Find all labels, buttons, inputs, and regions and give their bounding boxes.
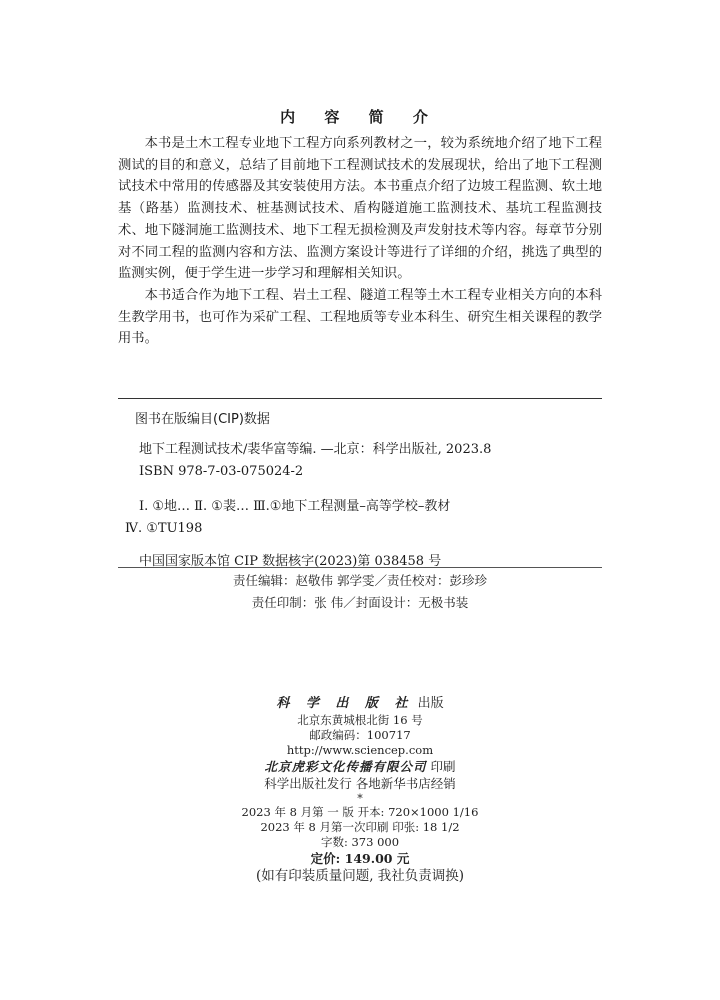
cip-bottom-rule bbox=[118, 567, 602, 568]
publisher-name-suffix: 出版 bbox=[417, 696, 444, 711]
printer-suffix: 印刷 bbox=[430, 759, 456, 774]
publisher-name: 科 学 出 版 社 bbox=[276, 696, 414, 711]
edition-line: 2023 年 8 月第 一 版 开本: 720×1000 1/16 bbox=[241, 805, 479, 819]
printing-line: 2023 年 8 月第一次印刷 印张: 18 1/2 bbox=[260, 820, 460, 834]
publisher-name-line bbox=[0, 694, 720, 713]
editorial-credits bbox=[0, 570, 720, 614]
publisher-postcode: 邮政编码：100717 bbox=[309, 728, 411, 742]
section-title: 内 容 简 介 bbox=[280, 108, 440, 126]
cip-isbn: ISBN 978-7-03-075024-2 bbox=[139, 464, 304, 479]
price: 定价: 149.00 元 bbox=[310, 851, 410, 866]
cip-data-block bbox=[125, 408, 591, 571]
publisher-colophon bbox=[0, 694, 720, 886]
cip-heading: 图书在版编目(CIP)数据 bbox=[135, 412, 270, 427]
printer-name: 北京虎彩文化传播有限公司 bbox=[264, 759, 427, 774]
cip-classification-line-2: Ⅳ. ①TU198 bbox=[125, 521, 203, 536]
summary-paragraph-1: 本书是土木工程专业地下工程方向系列教材之一，较为系统地介绍了地下工程测试的目的和意义，总结了目前地下工程测试技术的发展现状，给出了地下工程测试技术中常用的传感器及其安装使用方法。本书重点介绍了边坡工程监测、软土地基（路基）监测技术、桩基测试技术、盾构隧道施工监测技术、基坑工程监测技术、地下隧洞施工监测技术、地下工程无损检测及声发射技术等内容。每章节分别对不同工程的监测内容和方法、监测方案设计等进行了详细的介绍，挑选了典型的监测实例，便于学生进一步学习和理解相关知识。 bbox=[118, 136, 602, 282]
quality-notice: (如有印装质量问题, 我社负责调换) bbox=[255, 868, 465, 884]
content-summary bbox=[118, 133, 602, 350]
cip-top-rule bbox=[118, 398, 602, 399]
cip-cn-number: 中国国家版本馆 CIP 数据核字(2023)第 038458 号 bbox=[139, 554, 442, 569]
cip-record: 地下工程测试技术/裴华富等编. —北京：科学出版社, 2023.8 bbox=[139, 442, 492, 457]
printer-line bbox=[0, 758, 720, 775]
separator-star: * bbox=[357, 792, 363, 805]
distribution-line: 科学出版社发行 各地新华书店经销 bbox=[264, 776, 456, 791]
summary-paragraph-2: 本书适合作为地下工程、岩土工程、隧道工程等土木工程专业相关方向的本科生教学用书，也可作为采矿工程、工程地质等专业本科生、研究生相关课程的教学用书。 bbox=[118, 287, 602, 347]
editors-line-1: 责任编辑：赵敬伟 郭学雯／责任校对：彭珍珍 bbox=[233, 573, 487, 588]
word-count: 字数: 373 000 bbox=[320, 835, 400, 849]
publisher-url: http://www.sciencep.com bbox=[286, 743, 434, 757]
publisher-address: 北京东黄城根北街 16 号 bbox=[297, 713, 423, 727]
cip-classification-line-1: Ⅰ. ①地… Ⅱ. ①裴… Ⅲ.①地下工程测量–高等学校–教材 bbox=[139, 499, 451, 514]
editors-line-2: 责任印制：张 伟／封面设计：无极书装 bbox=[251, 595, 469, 610]
